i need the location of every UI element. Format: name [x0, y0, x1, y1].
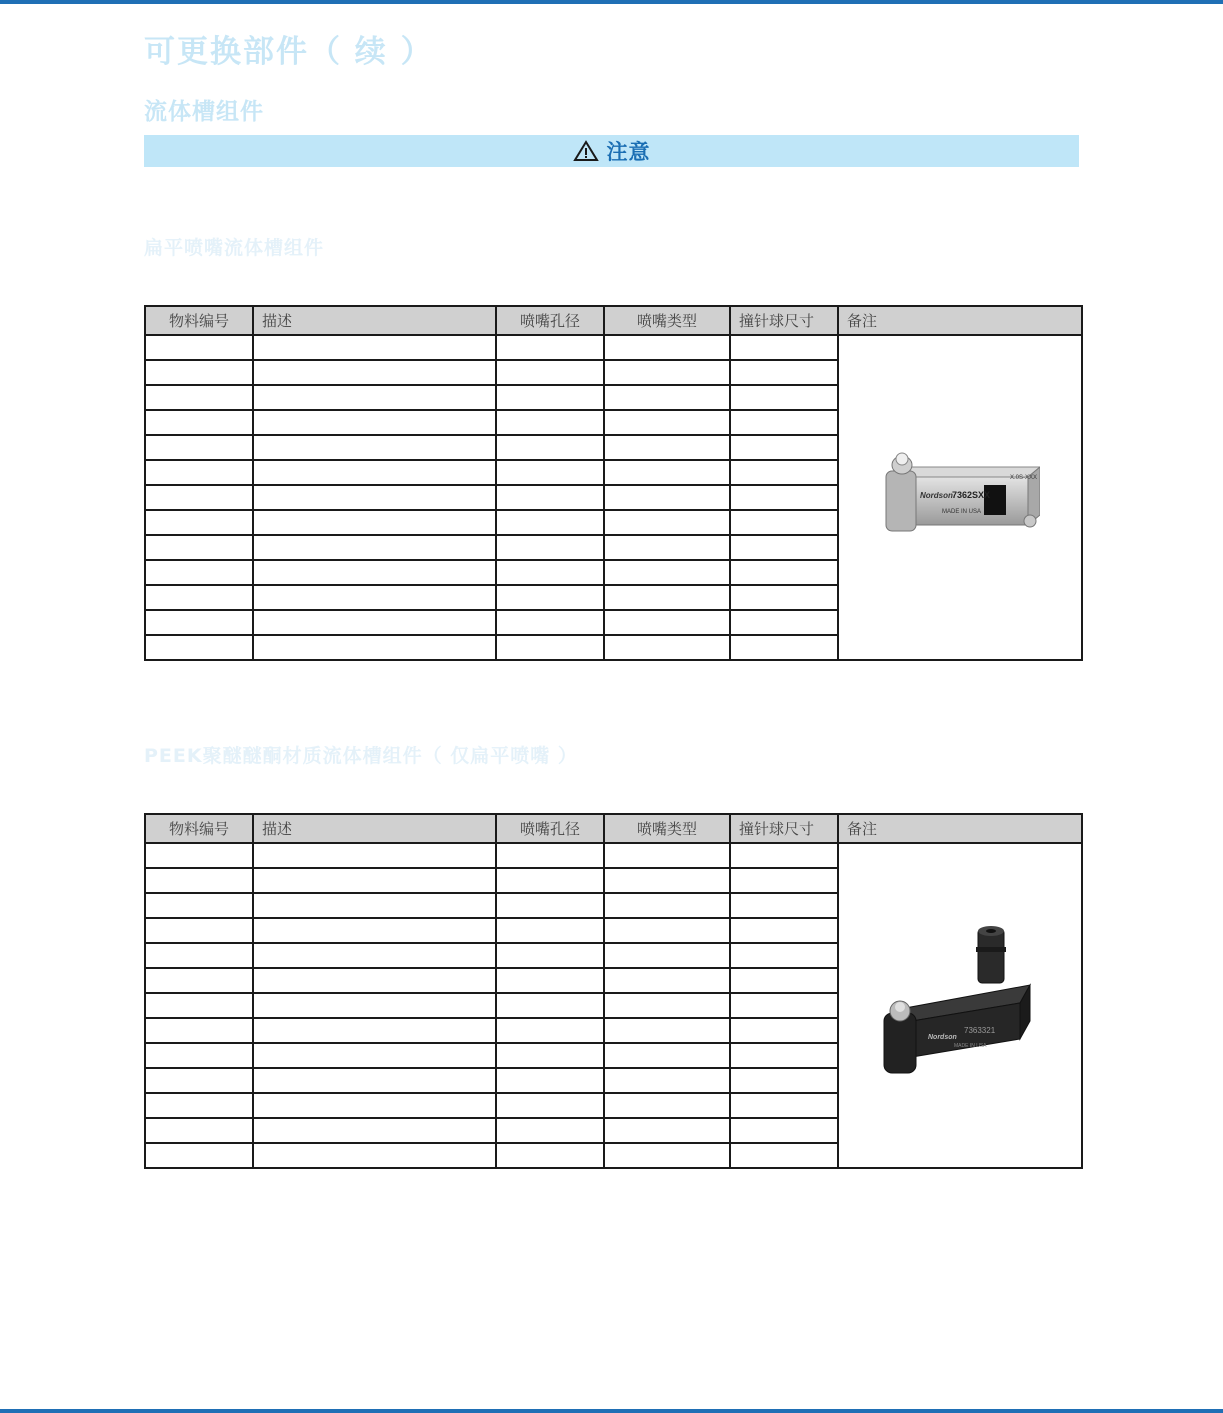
cell-nozzle-type [604, 635, 730, 660]
cell-nozzle-type [604, 893, 730, 918]
cell-nozzle-type [604, 968, 730, 993]
cell-ball-size [730, 1143, 838, 1168]
cell-nozzle-type [604, 560, 730, 585]
cell-nozzle-orifice [496, 635, 604, 660]
cell-description [253, 610, 496, 635]
col-notes: 备注 [838, 306, 1082, 335]
cell-part-number [145, 635, 253, 660]
cell-nozzle-type [604, 868, 730, 893]
cell-description [253, 918, 496, 943]
cell-description [253, 385, 496, 410]
cell-nozzle-type [604, 1018, 730, 1043]
cell-description [253, 585, 496, 610]
col-description: 描述 [253, 814, 496, 843]
cell-ball-size [730, 635, 838, 660]
cell-description [253, 1068, 496, 1093]
cell-nozzle-orifice [496, 510, 604, 535]
cell-ball-size [730, 1068, 838, 1093]
cell-description [253, 410, 496, 435]
col-description: 描述 [253, 306, 496, 335]
cell-nozzle-orifice [496, 1068, 604, 1093]
col-nozzle-orifice: 喷嘴孔径 [496, 306, 604, 335]
cell-description [253, 560, 496, 585]
cell-ball-size [730, 335, 838, 360]
cell-part-number [145, 510, 253, 535]
caution-label: 注意 [606, 140, 651, 164]
cell-ball-size [730, 1043, 838, 1068]
cell-part-number [145, 410, 253, 435]
cell-description [253, 868, 496, 893]
cell-notes-image [838, 843, 1082, 1168]
cell-nozzle-type [604, 610, 730, 635]
cell-nozzle-type [604, 585, 730, 610]
cell-description [253, 1118, 496, 1143]
cell-nozzle-type [604, 460, 730, 485]
cell-part-number [145, 610, 253, 635]
cell-ball-size [730, 968, 838, 993]
cell-description [253, 893, 496, 918]
cell-nozzle-orifice [496, 893, 604, 918]
cell-ball-size [730, 585, 838, 610]
cell-nozzle-type [604, 843, 730, 868]
cell-description [253, 843, 496, 868]
cell-nozzle-orifice [496, 968, 604, 993]
cell-nozzle-orifice [496, 335, 604, 360]
cell-description [253, 460, 496, 485]
table-2-title: PEEK聚醚醚酮材质流体槽组件（ 仅扁平喷嘴 ） [144, 745, 578, 767]
cell-nozzle-orifice [496, 535, 604, 560]
cell-description [253, 535, 496, 560]
cell-nozzle-type [604, 360, 730, 385]
cell-notes-image [838, 335, 1082, 660]
cell-part-number [145, 560, 253, 585]
cell-nozzle-type [604, 1043, 730, 1068]
cell-ball-size [730, 943, 838, 968]
cell-nozzle-orifice [496, 843, 604, 868]
table-row [145, 335, 1082, 360]
cell-nozzle-orifice [496, 1143, 604, 1168]
cell-ball-size [730, 560, 838, 585]
cell-nozzle-orifice [496, 1093, 604, 1118]
col-nozzle-type: 喷嘴类型 [604, 814, 730, 843]
cell-part-number [145, 585, 253, 610]
cell-description [253, 335, 496, 360]
cell-nozzle-type [604, 385, 730, 410]
cell-description [253, 1093, 496, 1118]
image-side-code: X.0S-XXX [1010, 474, 1038, 481]
cell-ball-size [730, 918, 838, 943]
table-1-title: 扁平喷嘴流体槽组件 [144, 237, 325, 259]
cell-nozzle-type [604, 1118, 730, 1143]
cell-ball-size [730, 410, 838, 435]
cell-nozzle-orifice [496, 610, 604, 635]
cell-part-number [145, 360, 253, 385]
image-brand: Nordson [928, 1033, 957, 1041]
table-row [145, 843, 1082, 868]
cell-part-number [145, 893, 253, 918]
col-ball-size: 撞针球尺寸 [730, 306, 838, 335]
cell-part-number [145, 485, 253, 510]
cell-nozzle-orifice [496, 435, 604, 460]
parts-table-peek [144, 813, 1083, 1169]
image-made-in: MADE IN USA [954, 1042, 987, 1049]
cell-part-number [145, 335, 253, 360]
cell-nozzle-orifice [496, 993, 604, 1018]
cell-part-number [145, 460, 253, 485]
cell-part-number [145, 943, 253, 968]
cell-nozzle-type [604, 1143, 730, 1168]
cell-nozzle-type [604, 410, 730, 435]
cell-ball-size [730, 868, 838, 893]
cell-ball-size [730, 460, 838, 485]
cell-ball-size [730, 1118, 838, 1143]
cell-nozzle-type [604, 1068, 730, 1093]
cell-ball-size [730, 993, 838, 1018]
cell-nozzle-orifice [496, 485, 604, 510]
col-part-number: 物料编号 [145, 306, 253, 335]
cell-nozzle-orifice [496, 1018, 604, 1043]
cell-part-number [145, 968, 253, 993]
cell-part-number [145, 993, 253, 1018]
top-rule [0, 0, 1223, 4]
caution-banner [144, 135, 1079, 167]
cell-description [253, 1143, 496, 1168]
cell-nozzle-type [604, 535, 730, 560]
cell-part-number [145, 385, 253, 410]
image-brand: Nordson [920, 490, 953, 500]
cell-part-number [145, 1018, 253, 1043]
cell-description [253, 993, 496, 1018]
cell-nozzle-orifice [496, 460, 604, 485]
cell-nozzle-type [604, 510, 730, 535]
image-made-in: MADE IN USA [942, 508, 982, 515]
cell-nozzle-orifice [496, 410, 604, 435]
cell-ball-size [730, 535, 838, 560]
cell-ball-size [730, 385, 838, 410]
cell-part-number [145, 1143, 253, 1168]
cell-nozzle-orifice [496, 360, 604, 385]
cell-nozzle-orifice [496, 1118, 604, 1143]
cell-part-number [145, 535, 253, 560]
cell-description [253, 968, 496, 993]
cell-nozzle-orifice [496, 1043, 604, 1068]
cell-part-number [145, 1068, 253, 1093]
cell-ball-size [730, 485, 838, 510]
cell-ball-size [730, 843, 838, 868]
cell-ball-size [730, 360, 838, 385]
cell-nozzle-orifice [496, 385, 604, 410]
image-part-number: 7363321 [964, 1025, 996, 1035]
cell-part-number [145, 435, 253, 460]
cell-nozzle-type [604, 335, 730, 360]
cell-part-number [145, 843, 253, 868]
cell-nozzle-type [604, 435, 730, 460]
col-ball-size: 撞针球尺寸 [730, 814, 838, 843]
table-header-row [145, 814, 1082, 843]
cell-description [253, 360, 496, 385]
section-title: 流体槽组件 [144, 99, 264, 125]
cell-nozzle-type [604, 1093, 730, 1118]
image-part-number: 7362SXX [952, 489, 991, 500]
col-nozzle-orifice: 喷嘴孔径 [496, 814, 604, 843]
cell-description [253, 943, 496, 968]
cell-nozzle-orifice [496, 868, 604, 893]
cell-ball-size [730, 610, 838, 635]
cell-part-number [145, 1093, 253, 1118]
col-nozzle-type: 喷嘴类型 [604, 306, 730, 335]
cell-part-number [145, 1118, 253, 1143]
cell-ball-size [730, 1018, 838, 1043]
warning-icon [573, 140, 599, 162]
cell-nozzle-type [604, 993, 730, 1018]
bottom-rule [0, 1409, 1223, 1413]
cell-description [253, 510, 496, 535]
cell-ball-size [730, 435, 838, 460]
cell-nozzle-orifice [496, 943, 604, 968]
cell-nozzle-type [604, 485, 730, 510]
cell-description [253, 435, 496, 460]
cell-part-number [145, 1043, 253, 1068]
col-notes: 备注 [838, 814, 1082, 843]
cell-ball-size [730, 510, 838, 535]
cell-nozzle-orifice [496, 560, 604, 585]
table-header-row [145, 306, 1082, 335]
cell-ball-size [730, 893, 838, 918]
cell-description [253, 1018, 496, 1043]
cell-nozzle-type [604, 943, 730, 968]
page-title: 可更换部件（ 续 ） [144, 34, 434, 70]
cell-description [253, 635, 496, 660]
col-part-number: 物料编号 [145, 814, 253, 843]
parts-table-flat-nozzle [144, 305, 1083, 661]
fluid-body-image-peek [880, 921, 1040, 1091]
cell-part-number [145, 918, 253, 943]
cell-description [253, 1043, 496, 1068]
cell-nozzle-orifice [496, 585, 604, 610]
fluid-body-image-steel [880, 443, 1040, 553]
cell-ball-size [730, 1093, 838, 1118]
cell-part-number [145, 868, 253, 893]
cell-nozzle-orifice [496, 918, 604, 943]
cell-description [253, 485, 496, 510]
cell-nozzle-type [604, 918, 730, 943]
